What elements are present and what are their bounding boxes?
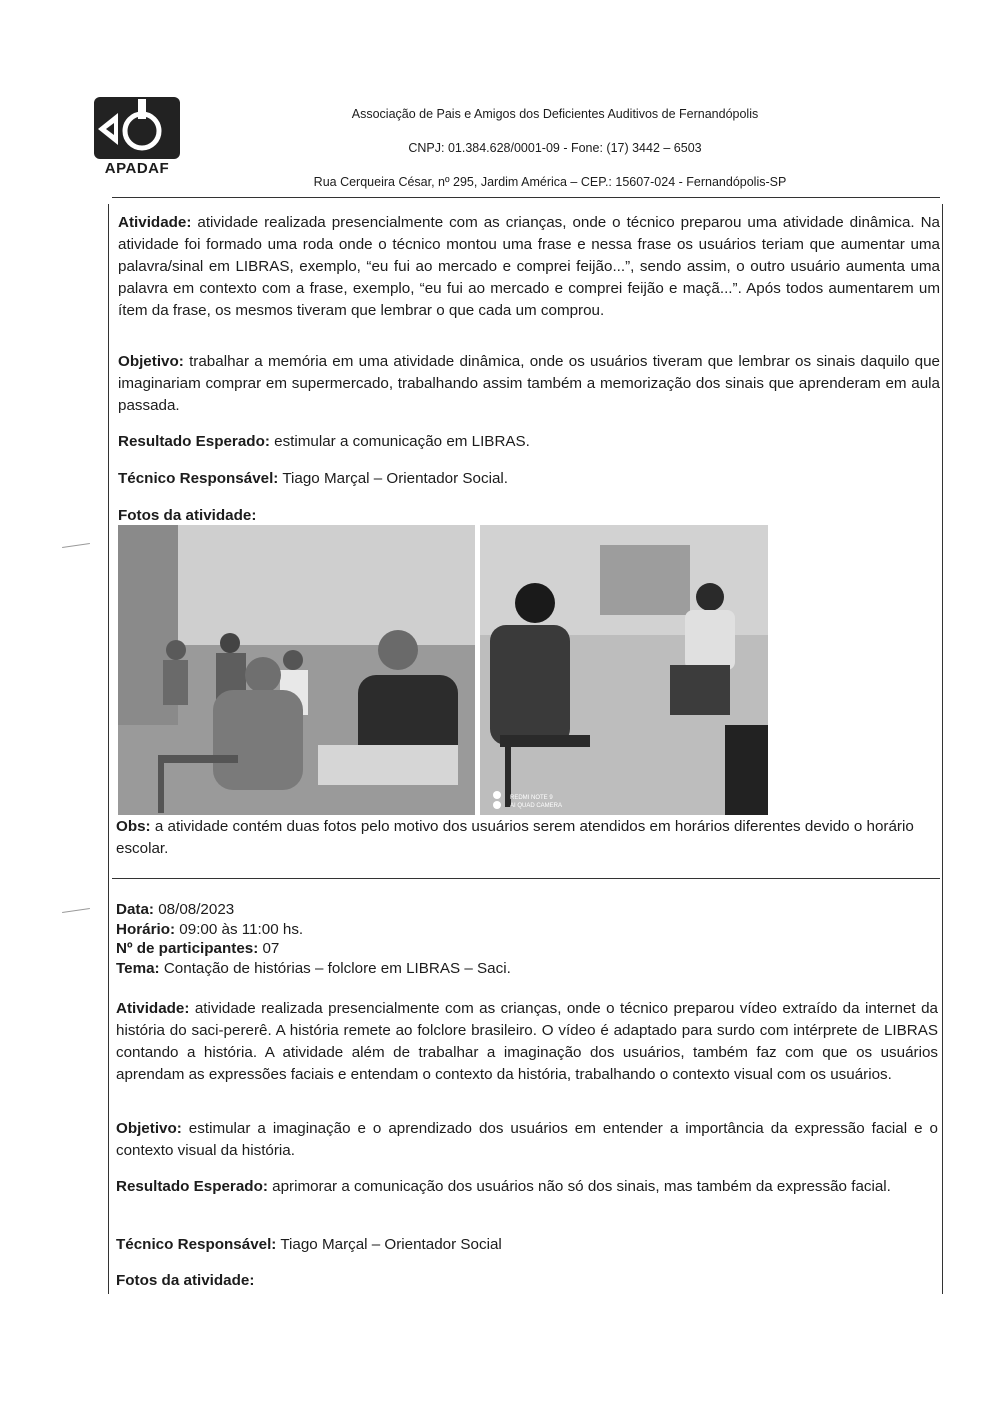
horario-label: Horário: [116, 920, 176, 938]
tema-line [116, 959, 938, 979]
objetivo-paragraph-2 [116, 1118, 938, 1162]
atividade-label: Atividade: [118, 214, 192, 231]
data-value: 08/08/2023 [153, 901, 235, 918]
obs-paragraph [116, 816, 938, 860]
resultado-paragraph-2 [116, 1176, 938, 1198]
tecnico-paragraph [118, 468, 940, 490]
org-name: Associação de Pais e Amigos dos Deficientes Auditivos de Fernandópolis [351, 107, 759, 121]
tecnico-label: Técnico Responsável: [118, 470, 279, 487]
resultado-label-2: Resultado Esperado: [116, 1178, 268, 1195]
tecnico-label-2: Técnico Responsável: [116, 1236, 277, 1253]
org-address: Rua Cerqueira César, nº 295, Jardim América – CEP.: 15607-024 - Fernandópolis-SP [313, 175, 787, 189]
frame-left-border [108, 204, 109, 1294]
objetivo-label-2: Objetivo: [116, 1120, 182, 1137]
horario-line [116, 920, 938, 940]
section-divider [112, 878, 940, 879]
margin-mark [62, 543, 90, 548]
header-divider [112, 197, 940, 198]
obs-label: Obs: [116, 818, 151, 835]
photo-watermark-line2: AI QUAD CAMERA [510, 803, 563, 809]
data-label: Data: [116, 901, 154, 918]
fotos-label: Fotos da atividade: [118, 507, 257, 524]
tema-label: Tema: [116, 959, 160, 977]
objetivo-label: Objetivo: [118, 353, 184, 370]
participantes-value: 07 [258, 940, 280, 957]
fotos-heading [118, 505, 940, 527]
horario-value: 09:00 às 11:00 hs. [175, 920, 304, 938]
resultado-label: Resultado Esperado: [118, 433, 270, 450]
margin-mark [62, 908, 90, 913]
objetivo-text: trabalhar a memória em uma atividade dinâmica, onde os usuários tiveram que lembrar os sinais daquilo que imaginariam comprar em supermercado, trabalhando assim também a memorização dos sinais que aprenderam em aula passada. [118, 353, 940, 414]
participantes-line [116, 939, 938, 959]
objetivo-paragraph [118, 351, 940, 417]
photo-watermark-line1: REDMI NOTE 9 [510, 795, 553, 801]
tecnico-text: Tiago Marçal – Orientador Social. [278, 470, 508, 487]
activity-photo-1 [118, 525, 475, 815]
atividade-paragraph [118, 212, 940, 322]
fotos-heading-2 [116, 1270, 938, 1292]
resultado-text-2: aprimorar a comunicação dos usuários não só dos sinais, mas também da expressão facial. [267, 1178, 891, 1195]
resultado-paragraph [118, 431, 940, 453]
resultado-text: estimular a comunicação em LIBRAS. [269, 433, 530, 450]
atividade-text: atividade realizada presencialmente com as crianças, onde o técnico preparou uma atividade dinâmica. Na atividade foi formado uma roda onde o técnico montou uma frase e nessa frase os usuários teriam que aumentar uma palavra/sinal em LIBRAS, exemplo, “eu fui ao mercado e comprei feijão...”, sendo assim, o outro usuário aumenta uma palavra em contexto com a frase, exemplo, “eu fui ao mercado e comprei feijão e maçã...”. Após todos aumentarem um ítem da frase, os mesmos tiveram que lembrar o que cada um comprou. [118, 214, 940, 319]
org-contact: CNPJ: 01.384.628/0001-09 - Fone: (17) 3442 – 6503 [408, 141, 702, 155]
atividade-label-2: Atividade: [116, 1000, 190, 1017]
data-line [116, 900, 938, 920]
obs-text: a atividade contém duas fotos pelo motivo dos usuários serem atendidos em horários diferentes devido o horário escolar. [116, 818, 914, 857]
participantes-label: Nº de participantes: [116, 940, 259, 957]
activity-photo-2 [480, 525, 768, 815]
tecnico-paragraph-2 [116, 1234, 938, 1256]
objetivo-text-2: estimular a imaginação e o aprendizado dos usuários em entender a importância da expressão facial e o contexto visual da história. [116, 1120, 938, 1159]
logo-text: APADAF [104, 160, 170, 177]
atividade-paragraph-2 [116, 998, 938, 1086]
tecnico-text-2: Tiago Marçal – Orientador Social [276, 1236, 502, 1253]
tema-value: Contação de histórias – folclore em LIBRAS – Saci. [159, 959, 511, 977]
session-info [116, 900, 938, 978]
frame-right-border [942, 204, 943, 1294]
atividade-text-2: atividade realizada presencialmente com as crianças, onde o técnico preparou vídeo extraído da internet da história do saci-pererê. A história remete ao folclore brasileiro. O vídeo é adaptado para surdo com intérprete de LIBRAS contando a história. A atividade além de trabalhar a imaginação dos usuários, também faz com que os usuários aprendam as expressões faciais e entendam o contexto da história, trabalhando o contexto visual com os usuários. [116, 1000, 938, 1083]
fotos-label-2: Fotos da atividade: [116, 1272, 255, 1289]
